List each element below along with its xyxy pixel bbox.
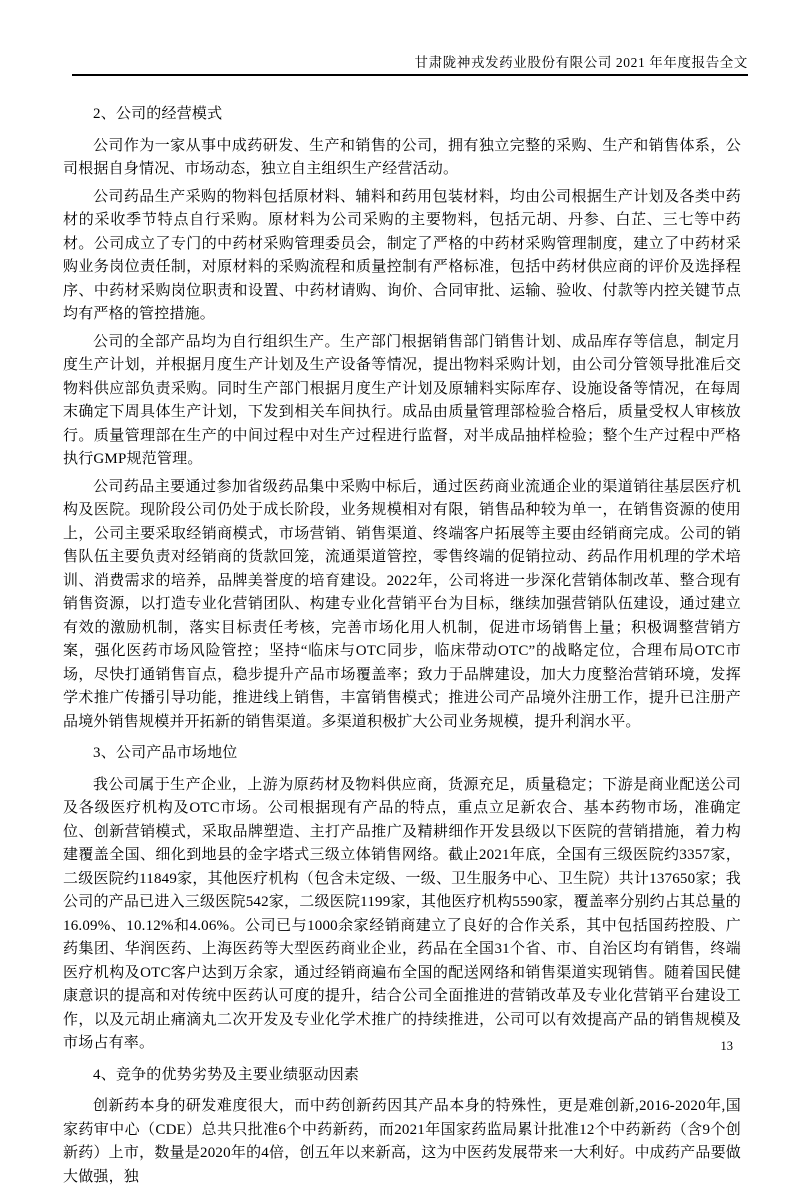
section-heading-market-position: 3、公司产品市场地位 [93, 745, 238, 761]
page-header [72, 54, 748, 84]
paragraph-procurement-model: 公司药品生产采购的物料包括原材料、辅料和药用包装材料，均由公司根据生产计划及各类中药材的采收季节特点自行采购。原材料为公司采购的主要物料，包括元胡、丹参、白芷、三七等中药材。公司成立了专门的中药材采购管理委员会，制定了严格的中药材采购管理制度，建立了中药材采购业务岗位责任制，对原材料的采购流程和质量控制有严格标准，包括中药材供应商的评价及选择程序、中药材采购岗位职责和设置、中药材请购、询价、合同审批、运输、验收、付款等内控关键节点均有严格的管控措施。 [63, 188, 741, 322]
header-title: 甘肃陇神戎发药业股份有限公司 2021 年年度报告全文 [414, 55, 748, 70]
header-rule-divider [72, 74, 748, 76]
paragraph-market-position: 我公司属于生产企业，上游为原药材及物料供应商，货源充足，质量稳定；下游是商业配送公司及各级医疗机构及OTC市场。公司根据现有产品的特点，重点立足新农合、基本药物市场，准确定位、创新营销模式，采取品牌塑造、主打产品推广及精耕细作开发县级以下医院的营销措施，着力构建覆盖全国、细化到地县的金字塔式三级立体销售网络。截止2021年底，全国有三级医院约3357家，二级医院约11849家，其他医疗机构（包含未定级、一级、卫生服务中心、卫生院）共计137650家；我公司的产品已进入三级医院542家，二级医院1199家，其他医疗机构5590家，覆盖率分别约占其总量的16.09%、10.12%和4.06%。公司已与1000余家经销商建立了良好的合作关系，其中包括国药控股、广药集团、华润医药、上海医药等大型医药商业企业，药品在全国31个省、市、自治区均有销售，终端医疗机构及OTC客户达到万余家，通过经销商遍布全国的配送网络和销售渠道实现销售。随着国民健康意识的提高和对传统中医药认可度的提升，结合公司全面推进的营销改革及专业化营销平台建设工作，以及元胡止痛滴丸二次开发及专业化学术推广的持续推进，公司可以有效提高产品的销售规模及市场占有率。 [63, 776, 741, 1051]
page-number: 13 [720, 1039, 733, 1053]
section-heading-competitive-advantages: 4、竞争的优势劣势及主要业绩驱动因素 [93, 1066, 360, 1083]
paragraph-innovation-drivers: 创新药本身的研发难度很大，而中药创新药因其产品本身的特殊性，更是难创新,2016-2020年,国家药审中心（CDE）总共只批准6个中药新药，而2021年国家药监局累计批准12个中药新药（含9个创新药）上市，数量是2020年的4倍，创五年以来新高，这为中医药发展带来一大利好。中成药产品要做大做强，独 [63, 1098, 741, 1185]
section-heading-operating-model: 2、公司的经营模式 [93, 106, 223, 122]
paragraph-company-overview: 公司作为一家从事中成药研发、生产和销售的公司，拥有独立完整的采购、生产和销售体系，公司根据自身情况、市场动态，独立自主组织生产经营活动。 [63, 137, 741, 177]
paragraph-production-model: 公司的全部产品均为自行组织生产。生产部门根据销售部门销售计划、成品库存等信息，制定月度生产计划，并根据月度生产计划及生产设备等情况，提出物料采购计划，由公司分管领导批准后交物料供应部负责采购。同时生产部门根据月度生产计划及原辅料实际库存、设施设备等情况，在每周末确定下周具体生产计划，下发到相关车间执行。成品由质量管理部检验合格后，质量受权人审核放行。质量管理部在生产的中间过程中对生产过程进行监督，对半成品抽样检验；整个生产过程中严格执行GMP规范管理。 [63, 333, 741, 467]
document-body [63, 95, 741, 1193]
paragraph-sales-model: 公司药品主要通过参加省级药品集中采购中标后，通过医药商业流通企业的渠道销往基层医疗机构及医院。现阶段公司仍处于成长阶段，业务规模相对有限，销售品种较为单一，在销售资源的使用上，公司主要采取经销商模式，市场营销、销售渠道、终端客户拓展等主要由经销商完成。公司的销售队伍主要负责对经销商的货款回笼，流通渠道管控，零售终端的促销拉动、药品作用机理的学术培训、消费需求的培养，品牌美誉度的培育建设。2022年，公司将进一步深化营销体制改革、整合现有销售资源，以打造专业化营销团队、构建专业化营销平台为目标，继续加强营销队伍建设，通过建立有效的激励机制，落实目标责任考核，完善市场化用人机制，促进市场销售上量；积极调整营销方案，强化医药市场风险管控；坚持“临床与OTC同步，临床带动OTC”的战略定位，合理布局OTC市场，尽快打通销售盲点，稳步提升产品市场覆盖率；致力于品牌建设，加大力度整治营销环境，发挥学术推广传播引导功能，推进线上销售，丰富销售模式；推进公司产品境外注册工作，提升已注册产品境外销售规模并开拓新的销售渠道。多渠道积极扩大公司业务规模，提升利润水平。 [63, 478, 741, 730]
